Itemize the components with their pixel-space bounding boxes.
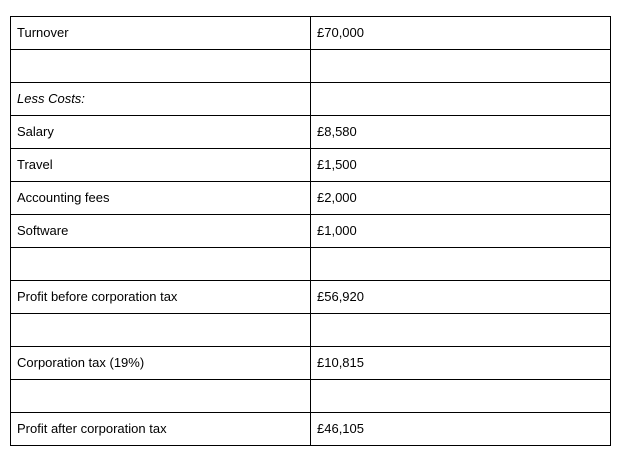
row-value: £46,105 — [311, 413, 611, 446]
table-row-blank — [11, 314, 611, 347]
table-row-profit-after-tax — [11, 413, 611, 446]
row-value: £56,920 — [311, 281, 611, 314]
row-label: Profit before corporation tax — [11, 281, 311, 314]
row-value — [311, 314, 611, 347]
row-value: £1,500 — [311, 149, 611, 182]
table-row-turnover — [11, 17, 611, 50]
row-label — [11, 50, 311, 83]
table-row-travel — [11, 149, 611, 182]
table-row-software — [11, 215, 611, 248]
row-label — [11, 314, 311, 347]
table-row-salary — [11, 116, 611, 149]
row-label: Turnover — [11, 17, 311, 50]
row-value: £2,000 — [311, 182, 611, 215]
row-label: Travel — [11, 149, 311, 182]
row-value — [311, 83, 611, 116]
row-label: Salary — [11, 116, 311, 149]
row-value — [311, 50, 611, 83]
row-label — [11, 380, 311, 413]
profit-table — [10, 16, 611, 446]
table-row-blank — [11, 248, 611, 281]
row-label: Corporation tax (19%) — [11, 347, 311, 380]
row-value — [311, 248, 611, 281]
row-label: Software — [11, 215, 311, 248]
row-value — [311, 380, 611, 413]
row-label — [11, 248, 311, 281]
table-row-accounting-fees — [11, 182, 611, 215]
table-row-profit-before-tax — [11, 281, 611, 314]
row-value: £1,000 — [311, 215, 611, 248]
section-heading: Less Costs: — [11, 83, 311, 116]
row-label: Accounting fees — [11, 182, 311, 215]
profit-table-body — [11, 17, 611, 446]
table-row-blank — [11, 50, 611, 83]
table-row-corporation-tax — [11, 347, 611, 380]
table-row-less-costs — [11, 83, 611, 116]
row-value: £10,815 — [311, 347, 611, 380]
row-value: £70,000 — [311, 17, 611, 50]
row-value: £8,580 — [311, 116, 611, 149]
row-label: Profit after corporation tax — [11, 413, 311, 446]
table-row-blank — [11, 380, 611, 413]
